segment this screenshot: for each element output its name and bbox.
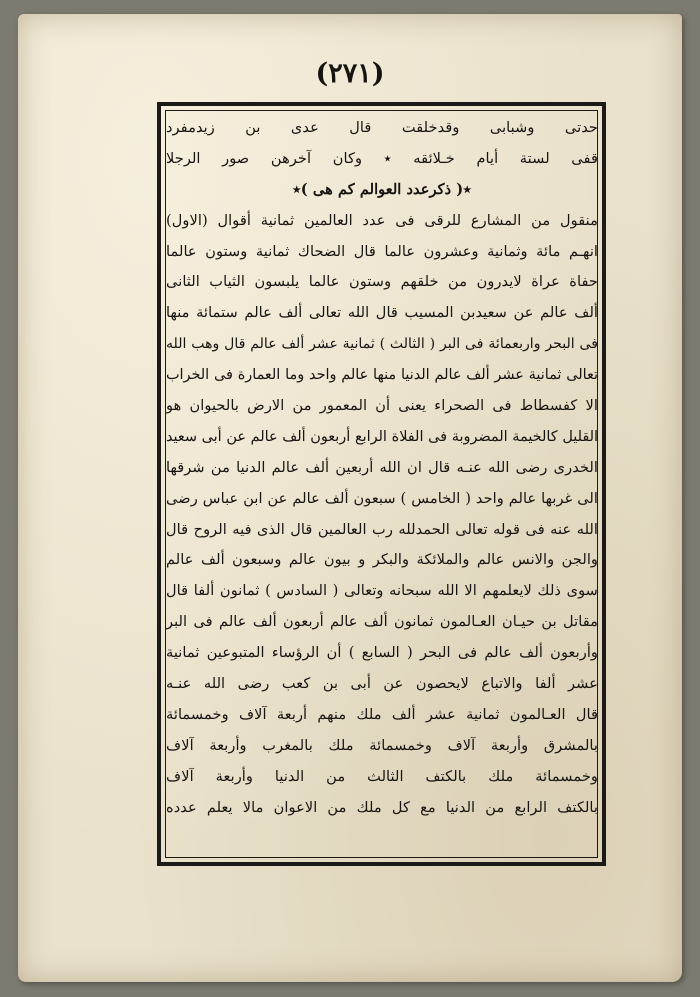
section-heading: ٭( ذكرعدد العوالم كم هى )٭ [292,180,472,198]
text-line: والجن والانس عالم والملائكة والبكر و بيون عالم وسبعون ألف عالم [166,551,598,569]
text-line: وخمسمائة ملك بالكتف الثالث من الدنيا وأربعة آلاف [166,767,598,785]
text-line: الله عنه فى قوله تعالى الحمدلله رب العالمين قال الذى فيه الروح قال [166,520,598,538]
text-line: قفى لستة أيام خـلائقه ٭ وكان آخرهن صور الرجلا [166,149,598,167]
text-line: انهـم مائة وثمانية وعشرون عالما قال الضحاك ثمانية وستون عالما [166,242,598,260]
page-number: (٢٧١) [315,58,385,89]
text-line: بالمشرق وأربعة آلاف وخمسمائة ملك بالمغرب وأربعة آلاف [166,736,598,754]
text-line: تعالى ثمانية عشر ألف عالم الدنيا منها عالم واحد وما العمارة فى الخراب [166,367,598,384]
text-line: فى البحر واربعمائة فى البر ( الثالث ) ثمانية عشر ألف عالم قال وهب الله [166,336,598,353]
text-line: عشر ألفا والاتباع لايحصون عن أبى بن كعب رضى الله عنـه [166,675,598,693]
arabic-text-block [166,113,598,855]
text-line: الى غربها عالم واحد ( الخامس ) سبعون ألف عالم عن ابن عباس رضى [166,489,598,507]
text-line: بالكتف الرابع من الدنيا مع كل ملك من الاعوان مالا يعلم عدده [166,798,598,816]
text-line: حدتى وشبابى وقدخلقت قال عدى بن زيدمفرد [166,119,598,136]
text-line: القليل كالخيمة المضروبة فى الفلاة الرابع أربعون ألف عالم عن أبى سعيد [166,428,598,445]
text-line: حفاة عراة لايدرون من خلقهم وستون عالما يلبسون الثياب الثانى [166,273,598,291]
text-line: سوى ذلك لايعلمهم الا الله سبحانه وتعالى ( السادس ) ثمانون ألفا قال [166,582,598,600]
text-line: الخدرى رضى الله عنـه قال ان الله أربعين ألف عالم الدنيا من شرقها [166,458,598,476]
text-line: منقول من المشارع للرقى فى عدد العالمين ثمانية أقوال (الاول) [166,211,598,229]
text-line: قال العـالمون ثمانية عشر ألف ملك منهم أربعة آلاف وخمسمائة [166,705,598,723]
text-line: مقاتل بن حيـان العـالمون ثمانون ألف عالم أربعون ألف عالم فى البر [166,613,598,631]
text-line: الا كفسطاط فى الصحراء يعنى أن المعمور من الارض بالحيوان هو [166,397,598,415]
text-line: ألف عالم عن سعيدبن المسيب قال الله تعالى ألف عالم ستمائة منها [166,304,598,322]
text-line: وأربعون ألف عالم فى البحر ( السابع ) أن الرؤساء المتبوعين ثمانية [166,644,598,662]
